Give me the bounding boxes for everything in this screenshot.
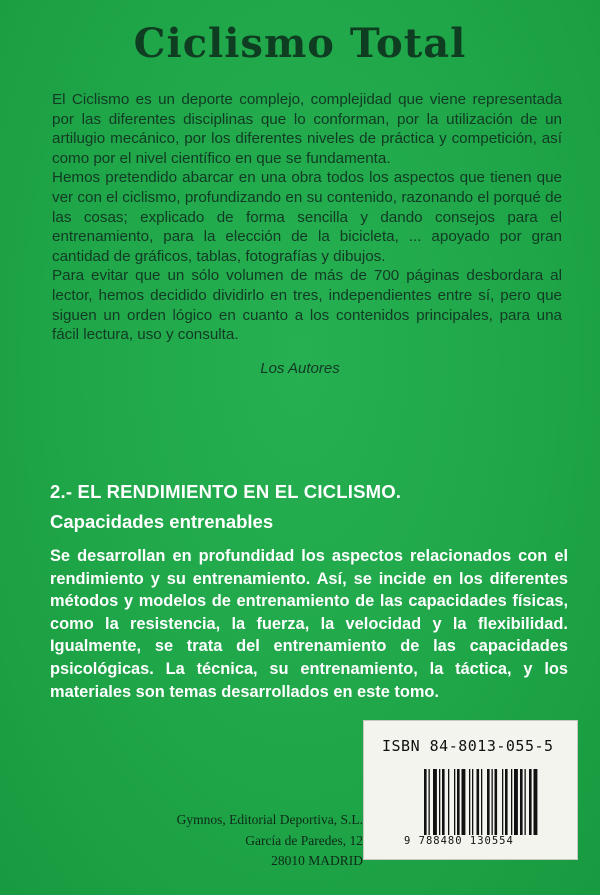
intro-paragraph-1: El Ciclismo es un deporte complejo, complejidad que viene representada por las diferentes disciplinas que lo conforman, por la utilización de un artilugio mecánico, por los diferentes niveles de práctica y competición, así como por el nivel científico en que se fundamenta. [52, 91, 562, 167]
isbn-number: ISBN 84-8013-055-5 [382, 737, 554, 755]
intro-text [52, 90, 562, 345]
authors-signature: Los Autores [260, 360, 340, 377]
intro-paragraph-3: Para evitar que un sólo volumen de más de 700 páginas desbordara al lector, hemos decidido dividirlo en tres, independientes entre sí, pero que siguen un orden lógico en cuanto a los contenidos principales, para una fácil lectura, uso y consulta. [52, 267, 562, 344]
barcode-image [424, 769, 564, 835]
barcode-label [363, 720, 578, 860]
publisher-name: Gymnos, Editorial Deportiva, S.L. [176, 812, 363, 827]
volume-subheading: Capacidades entrenables [50, 511, 274, 532]
intro-paragraph-2: Hemos pretendido abarcar en una obra todos los aspectos que tienen que ver con el ciclismo, profundizando en su contenido, razonando el porqué de las cosas; explicado de forma sencilla y dando consejos para el entrenamiento, para la elección de la bicicleta, ... apoyado por gran cantidad de gráficos, tablas, fotografías y dibujos. [52, 169, 562, 265]
volume-description: Se desarrollan en profundidad los aspectos relacionados con el rendimiento y su entrenamiento. Así, se incide en los diferentes métodos y modelos de entrenamiento de las capacidades físicas, como la resistencia, la fuerza, la velocidad y la flexibilidad. Igualmente, se trata del entrenamiento de las capacidades psicológicas. La técnica, su entrenamiento, la táctica, y los materiales son temas desarrollados en este tomo. [50, 547, 568, 701]
publisher-city: 28010 MADRID [271, 853, 363, 868]
book-title: Ciclismo Total [133, 20, 467, 67]
ean-number: 9 788480 130554 [404, 835, 514, 847]
publisher-address [145, 810, 363, 872]
volume-heading: 2.- EL RENDIMIENTO EN EL CICLISMO. [50, 481, 402, 502]
publisher-street: García de Paredes, 12 [245, 832, 363, 848]
